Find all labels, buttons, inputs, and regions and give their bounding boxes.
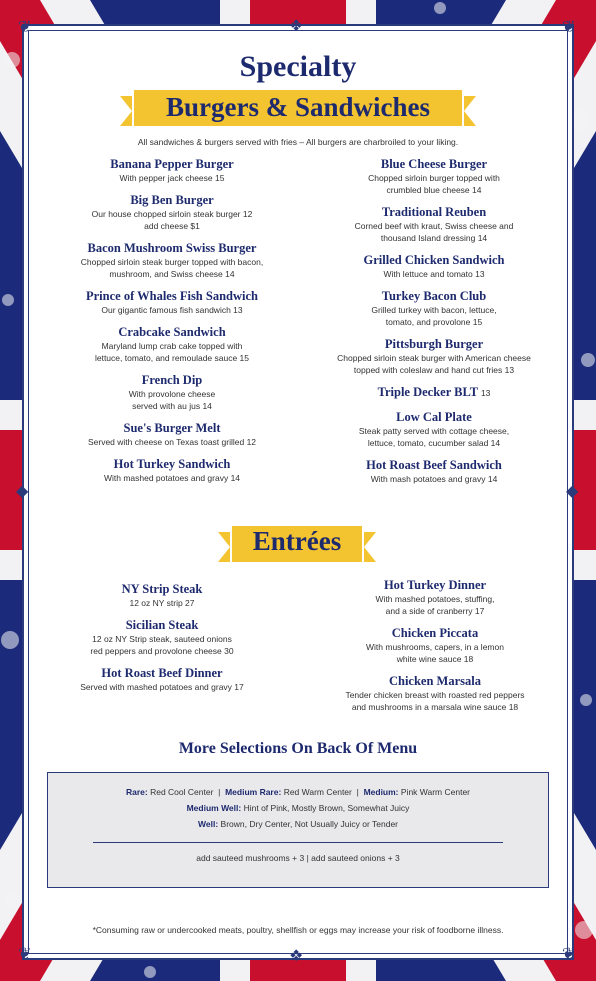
menu-item-description: Chopped sirloin steak burger topped with bacon, <box>80 257 264 267</box>
menu-item-description: With mashed potatoes and gravy 14 <box>103 473 241 483</box>
side-ornament-icon: ◆ <box>16 481 29 500</box>
well-label: Well: <box>198 819 219 829</box>
menu-item-name-text: Low Cal Plate <box>396 410 472 424</box>
medium-text: Pink Warm Center <box>400 787 471 797</box>
subtitle: All sandwiches & burgers served with fries – All burgers are charbroiled to your liking. <box>137 137 459 147</box>
menu-item <box>42 289 302 316</box>
menu-item-description: and mushrooms in a marsala wine sauce 18 <box>351 702 519 712</box>
menu-item-name <box>310 157 558 172</box>
menu-item-name <box>60 618 264 633</box>
menu-item-description: add cheese $1 <box>144 221 200 231</box>
entrees-banner <box>218 526 376 568</box>
menu-item-name-text: Bacon Mushroom Swiss Burger <box>87 241 257 255</box>
menu-item-name-text: Hot Roast Beef Dinner <box>101 666 223 680</box>
doneness-line-1 <box>48 784 548 800</box>
menu-item-description: lettuce, tomato, cucumber salad 14 <box>367 438 501 448</box>
menu-item-name-text: Sue's Burger Melt <box>123 421 221 435</box>
menu-item <box>320 674 550 713</box>
menu-item-name-text: Prince of Whales Fish Sandwich <box>85 289 258 303</box>
menu-item <box>320 626 550 665</box>
menu-item-name-text: Sicilian Steak <box>125 618 199 632</box>
menu-item <box>42 421 302 448</box>
well-text: Brown, Dry Center, Not Usually Juicy or Tender <box>220 819 398 829</box>
menu-item-description: With mushrooms, capers, in a lemon <box>366 642 504 652</box>
menu-item <box>42 325 302 364</box>
medium-label: Medium: <box>363 787 399 797</box>
menu-item <box>310 385 558 401</box>
doneness-line-3 <box>48 816 548 832</box>
medium-well-label: Medium Well: <box>186 803 242 813</box>
menu-item-name <box>42 457 302 472</box>
menu-item-name <box>320 578 550 593</box>
menu-item-name <box>42 373 302 388</box>
menu-item-name-text: Hot Turkey Dinner <box>383 578 487 592</box>
menu-item-name-text: NY Strip Steak <box>121 582 203 596</box>
menu-item-name <box>320 626 550 641</box>
menu-item-name <box>310 289 558 304</box>
menu-item-description: Chopped sirloin steak burger with American cheese <box>337 353 531 363</box>
menu-item-description: With pepper jack cheese 15 <box>119 173 225 183</box>
bottom-ornament-icon: ❖ <box>289 946 304 965</box>
menu-item-name <box>310 337 558 352</box>
menu-item-description: Chopped sirloin burger topped with <box>368 173 500 183</box>
menu-item-description: lettuce, tomato, and remoulade sauce 15 <box>94 353 250 363</box>
menu-item-description: Served with mashed potatoes and gravy 17 <box>80 682 244 692</box>
corner-ornament-icon: ❦ <box>18 944 32 963</box>
divider <box>93 842 503 843</box>
menu-item-description: With lettuce and tomato 13 <box>383 269 485 279</box>
menu-item-name-text: Big Ben Burger <box>130 193 214 207</box>
menu-item <box>42 157 302 184</box>
menu-item-description: Steak patty served with cottage cheese, <box>358 426 510 436</box>
menu-item-name <box>60 582 264 597</box>
top-ornament-icon: ❖ <box>289 16 304 35</box>
menu-item-name-text: Blue Cheese Burger <box>380 157 488 171</box>
menu-item-description: Grilled turkey with bacon, lettuce, <box>371 305 497 315</box>
side-ornament-icon: ◆ <box>566 481 579 500</box>
medium-rare-text: Red Warm Center <box>283 787 352 797</box>
menu-item-name-text: Hot Roast Beef Sandwich <box>366 458 502 472</box>
menu-item-name <box>42 289 302 304</box>
menu-item-name <box>310 205 558 220</box>
corner-ornament-icon: ❦ <box>562 944 576 963</box>
menu-item <box>310 410 558 449</box>
entrees-right-column <box>320 578 550 722</box>
menu-item <box>42 241 302 280</box>
medium-well-text: Hint of Pink, Mostly Brown, Somewhat Juicy <box>243 803 410 813</box>
corner-ornament-icon: ❦ <box>562 17 576 36</box>
menu-item <box>60 618 264 657</box>
menu-item-description: and a side of cranberry 17 <box>385 606 485 616</box>
rare-text: Red Cool Center <box>150 787 214 797</box>
menu-item-description: red peppers and provolone cheese 30 <box>90 646 234 656</box>
corner-ornament-icon: ❦ <box>18 17 32 36</box>
menu-item-name <box>42 421 302 436</box>
menu-item-price: 13 <box>480 388 491 398</box>
menu-item-description: With mashed potatoes, stuffing, <box>375 594 495 604</box>
section-title-burgers: Burgers & Sandwiches <box>165 92 430 122</box>
menu-item-description: Our gigantic famous fish sandwich 13 <box>101 305 243 315</box>
menu-item-description: Corned beef with kraut, Swiss cheese and <box>354 221 514 231</box>
menu-item-name-text: Banana Pepper Burger <box>110 157 234 171</box>
menu-item-name <box>310 458 558 473</box>
menu-item-name <box>42 241 302 256</box>
menu-item-name-text: Hot Turkey Sandwich <box>113 457 231 471</box>
menu-item-name <box>42 325 302 340</box>
menu-item-description: thousand Island dressing 14 <box>380 233 488 243</box>
menu-item-description: With provolone cheese <box>128 389 216 399</box>
menu-item-name-text: Pittsburgh Burger <box>384 337 484 351</box>
medium-rare-label: Medium Rare: <box>225 787 282 797</box>
menu-item-description: Served with cheese on Texas toast grilled 12 <box>87 437 257 447</box>
food-safety-disclaimer: *Consuming raw or undercooked meats, poultry, shellfish or eggs may increase your risk of foodborne illness. <box>92 925 504 935</box>
menu-item <box>60 582 264 609</box>
menu-item-description: crumbled blue cheese 14 <box>386 185 482 195</box>
menu-item <box>310 157 558 196</box>
burgers-left-column <box>42 157 302 493</box>
menu-item-description: 12 oz NY Strip steak, sauteed onions <box>92 634 232 644</box>
menu-item <box>42 457 302 484</box>
menu-item <box>60 666 264 693</box>
page-title: Specialty <box>239 50 357 83</box>
menu-item-name <box>310 253 558 268</box>
menu-item <box>310 289 558 328</box>
more-selections-heading: More Selections On Back Of Menu <box>178 740 418 757</box>
menu-item-name-text: Grilled Chicken Sandwich <box>363 253 505 267</box>
menu-item-name <box>310 410 558 425</box>
menu-item-name-text: French Dip <box>141 373 203 387</box>
addons-text: add sauteed mushrooms + 3 | add sauteed onions + 3 <box>196 853 400 863</box>
menu-item <box>310 337 558 376</box>
separator: | <box>356 787 359 797</box>
menu-item-name <box>320 674 550 689</box>
rare-label: Rare: <box>125 787 148 797</box>
menu-item-description: white wine sauce 18 <box>396 654 474 664</box>
section-title-entrees: Entrées <box>252 526 342 556</box>
menu-item <box>310 253 558 280</box>
menu-item-description: topped with coleslaw and hand cut fries 13 <box>353 365 515 375</box>
separator: | <box>218 787 221 797</box>
menu-item <box>42 193 302 232</box>
menu-item-name-text: Triple Decker BLT <box>377 385 478 399</box>
menu-item <box>42 373 302 412</box>
menu-item-description: mushroom, and Swiss cheese 14 <box>109 269 235 279</box>
menu-item-name <box>42 157 302 172</box>
title-banner <box>120 90 476 132</box>
menu-item <box>310 205 558 244</box>
entrees-left-column <box>60 582 264 702</box>
menu-item-name <box>310 385 558 401</box>
menu-item-description: Our house chopped sirloin steak burger 12 <box>91 209 253 219</box>
menu-item-description: Maryland lump crab cake topped with <box>101 341 243 351</box>
doneness-box <box>47 772 549 888</box>
menu-item-name-text: Chicken Piccata <box>391 626 479 640</box>
menu-item-description: tomato, and provolone 15 <box>385 317 483 327</box>
menu-item-name <box>60 666 264 681</box>
menu-item-description: served with au jus 14 <box>132 401 212 411</box>
menu-item-name <box>42 193 302 208</box>
menu-item <box>320 578 550 617</box>
doneness-line-2 <box>48 800 548 816</box>
burgers-right-column <box>310 157 558 494</box>
menu-item-description: 12 oz NY strip 27 <box>129 598 195 608</box>
menu-item-name-text: Crabcake Sandwich <box>118 325 226 339</box>
menu-item-name-text: Traditional Reuben <box>381 205 487 219</box>
menu-item-name-text: Turkey Bacon Club <box>381 289 487 303</box>
menu-item <box>310 458 558 485</box>
menu-item-description: With mash potatoes and gravy 14 <box>370 474 498 484</box>
menu-item-name-text: Chicken Marsala <box>388 674 481 688</box>
menu-item-description: Tender chicken breast with roasted red peppers <box>345 690 525 700</box>
